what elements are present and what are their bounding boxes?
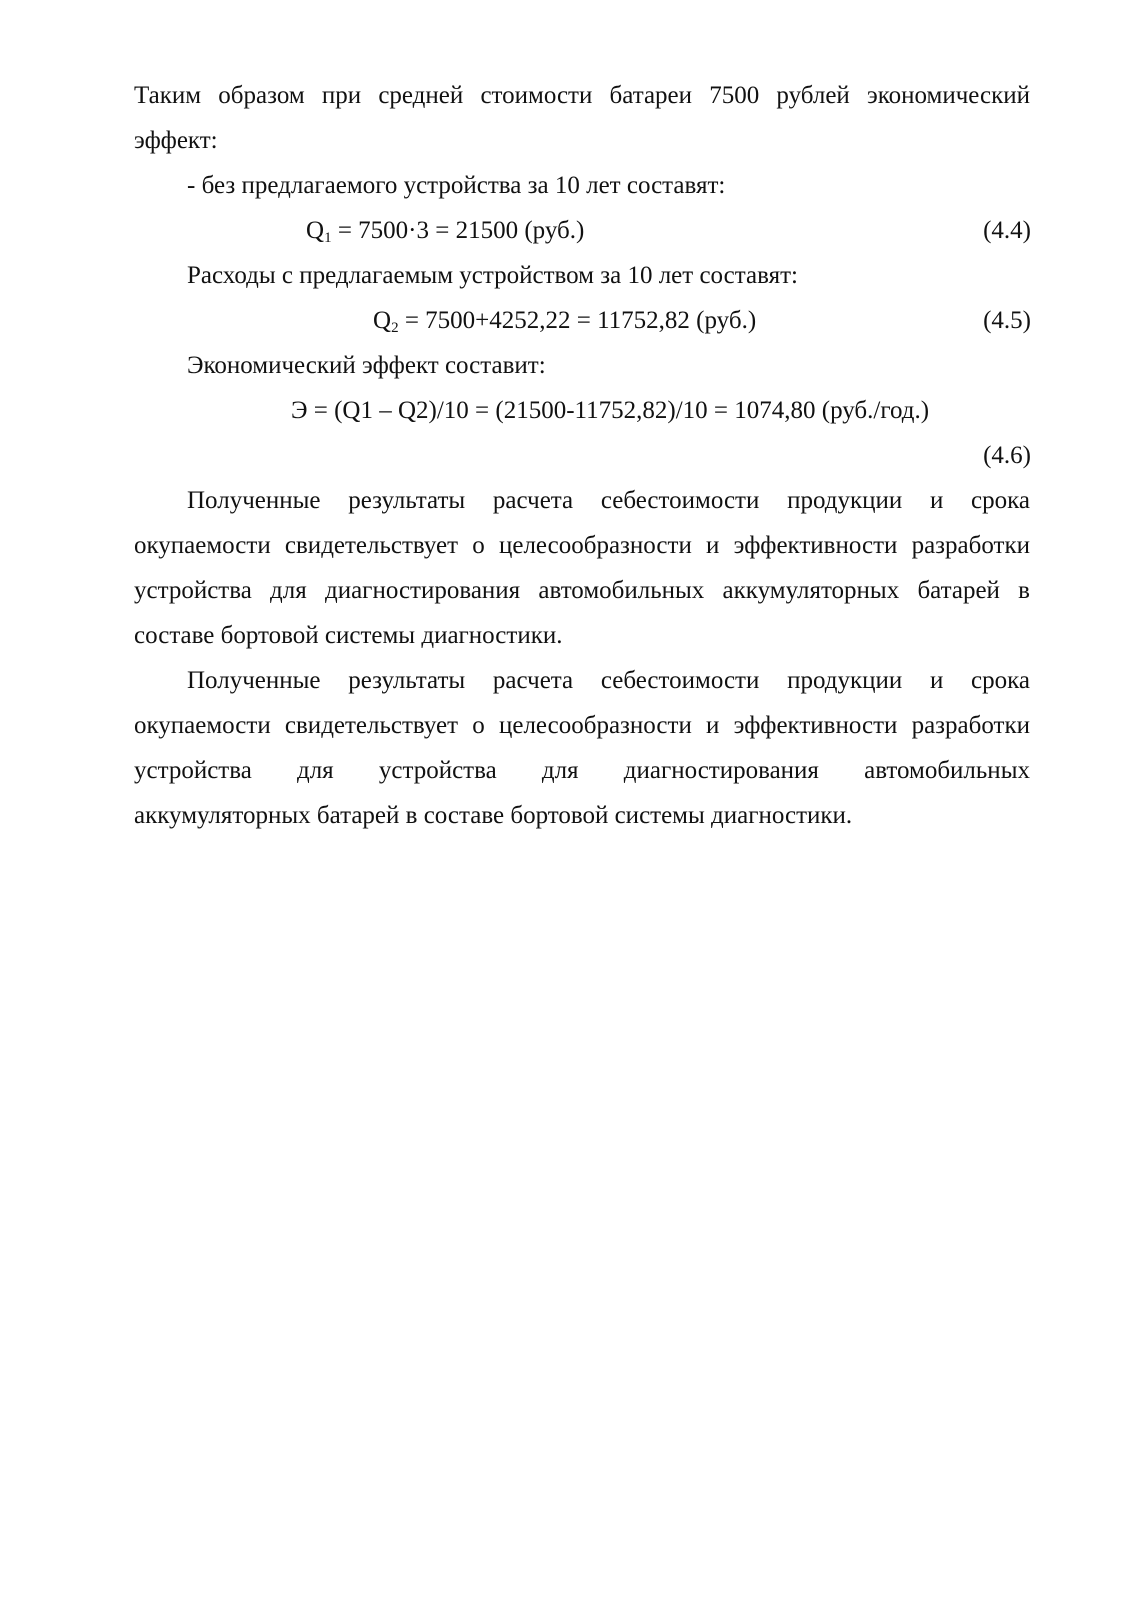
- equation-4-6: Э = (Q1 – Q2)/10 = (21500-11752,82)/10 = 1074,80 (руб./год.): [291, 397, 930, 424]
- paragraph-1-line-2: окупаемости свидетельствует о целесообразности и эффективности разработки: [134, 532, 1030, 559]
- equation-number-4-6: (4.6): [983, 442, 1031, 469]
- equation-4-4-variable: Q: [306, 217, 325, 244]
- paragraph-2-line-3: устройства для устройства для диагностирования автомобильных: [134, 757, 1030, 784]
- effect-intro: Экономический эффект составит:: [187, 352, 546, 379]
- paragraph-2-line-1: Полученные результаты расчета себестоимости продукции и срока: [187, 667, 1030, 694]
- equation-4-4-subscript: 1: [324, 230, 332, 246]
- paragraph-1-line-3: устройства для диагностирования автомобильных аккумуляторных батарей в: [134, 577, 1030, 604]
- paragraph-2-line-4: аккумуляторных батарей в составе бортовой системы диагностики.: [134, 802, 853, 829]
- equation-4-5-subscript: 2: [391, 320, 399, 336]
- equation-4-5-variable: Q: [373, 307, 392, 334]
- intro-line-2: эффект:: [134, 127, 218, 154]
- equation-4-5-body: = 7500+4252,22 = 11752,82 (руб.): [398, 307, 757, 334]
- equation-4-4: [306, 216, 584, 246]
- equation-4-5: [373, 306, 756, 336]
- paragraph-2-line-2: окупаемости свидетельствует о целесообразности и эффективности разработки: [134, 712, 1030, 739]
- equation-number-4-4: (4.4): [983, 217, 1031, 244]
- paragraph-1-line-4: составе бортовой системы диагностики.: [134, 622, 563, 649]
- paragraph-1-line-1: Полученные результаты расчета себестоимости продукции и срока: [187, 487, 1030, 514]
- equation-4-4-body: = 7500·3 = 21500 (руб.): [331, 217, 585, 244]
- bullet-without-device: - без предлагаемого устройства за 10 лет составят:: [187, 172, 726, 199]
- intro-line-1: Таким образом при средней стоимости батареи 7500 рублей экономический: [134, 82, 1030, 109]
- equation-number-4-5: (4.5): [983, 307, 1031, 334]
- costs-with-device: Расходы с предлагаемым устройством за 10 лет составят:: [187, 262, 798, 289]
